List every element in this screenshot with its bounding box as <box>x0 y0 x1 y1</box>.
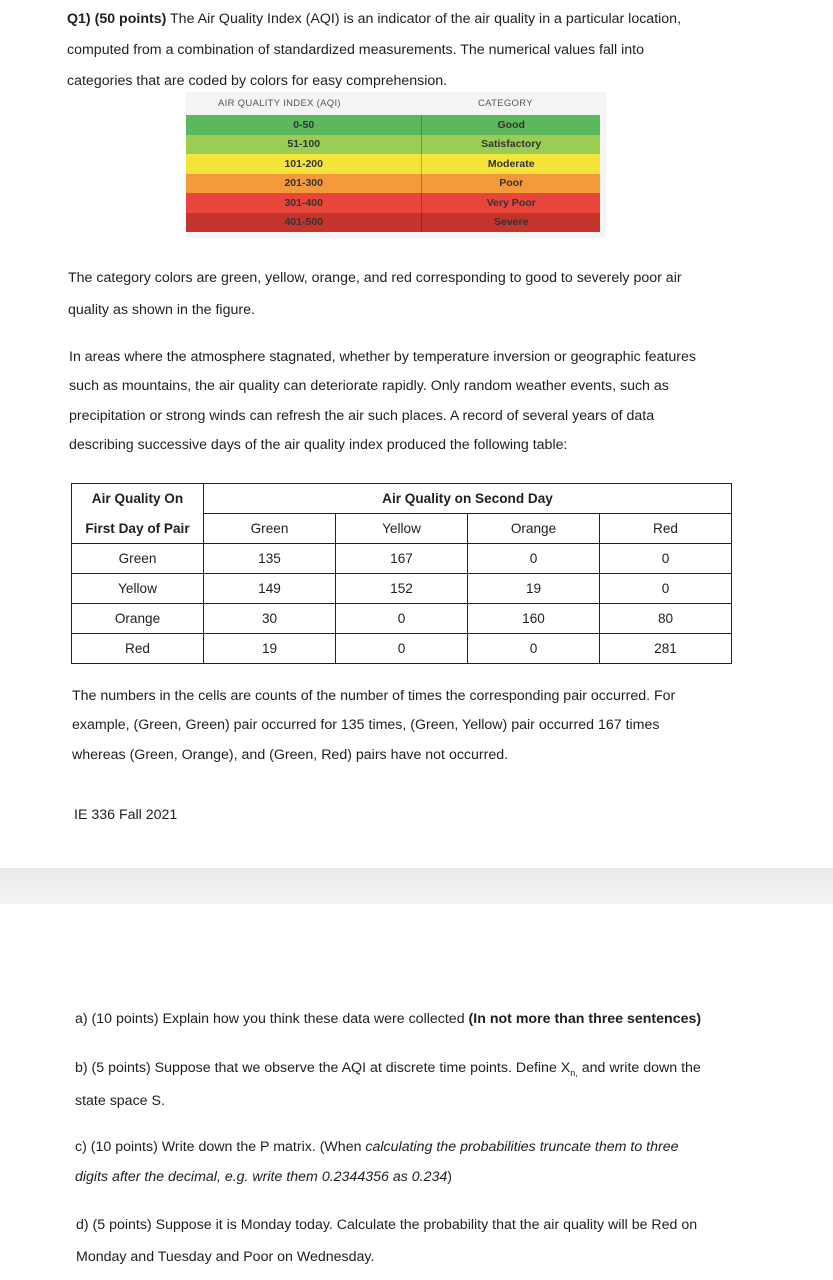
aqi-row <box>186 154 600 174</box>
aqi-category: Poor <box>421 174 600 194</box>
corner-label-2: First Day of Pair <box>72 514 204 544</box>
question-d-line-2: Monday and Tuesday and Poor on Wednesday. <box>76 1249 375 1265</box>
row-label: Red <box>72 634 204 664</box>
aqi-category: Moderate <box>421 154 600 174</box>
table-cell: 0 <box>468 544 600 574</box>
para3-line-2: such as mountains, the air quality can deteriorate rapidly. Only random weather events, such as <box>69 378 669 394</box>
column-header: Yellow <box>336 514 468 544</box>
question-d-line-1: d) (5 points) Suppose it is Monday today. Calculate the probability that the air quality will be Red on <box>76 1217 698 1233</box>
intro-line-3: categories that are coded by colors for easy comprehension. <box>67 73 448 89</box>
second-day-header: Air Quality on Second Day <box>204 484 732 514</box>
question-a: a) (10 points) Explain how you think these data were collected (In not more than three sentences) <box>75 1011 702 1027</box>
table-cell: 149 <box>204 574 336 604</box>
aqi-row <box>186 213 600 233</box>
aqi-range: 401-500 <box>284 216 323 229</box>
para3-line-3: precipitation or strong winds can refresh the air such places. A record of several years of data <box>69 408 655 424</box>
table-header-row-1 <box>72 484 732 514</box>
row-label: Green <box>72 544 204 574</box>
column-header: Red <box>600 514 732 544</box>
aqi-category: Severe <box>421 213 600 233</box>
table-cell: 19 <box>204 634 336 664</box>
table-cell: 0 <box>336 604 468 634</box>
question-c-line-1: c) (10 points) Write down the P matrix. (When calculating the probabilities truncate them to three <box>75 1139 679 1155</box>
question-b-line-1: b) (5 points) Suppose that we observe the AQI at discrete time points. Define $X_{n,}$ and write down the <box>75 1060 701 1078</box>
para4-line-3: whereas (Green, Orange), and (Green, Red) pairs have not occurred. <box>72 747 509 763</box>
aqi-category: Good <box>421 115 600 135</box>
aqi-row <box>186 193 600 213</box>
aqi-range: 101-200 <box>284 157 323 170</box>
table-header-row-2 <box>72 514 732 544</box>
aqi-range: 201-300 <box>284 177 323 190</box>
table-cell: 0 <box>336 634 468 664</box>
transition-count-table <box>71 483 732 664</box>
aqi-row <box>186 174 600 194</box>
column-header: Orange <box>468 514 600 544</box>
table-cell: 160 <box>468 604 600 634</box>
intro-line-1: Q1) (50 points) The Air Quality Index (AQI) is an indicator of the air quality in a particular location, <box>67 11 682 27</box>
para2-line-2: quality as shown in the figure. <box>68 302 255 318</box>
page-footer: IE 336 Fall 2021 <box>74 807 178 823</box>
table-cell: 80 <box>600 604 732 634</box>
table-cell: 19 <box>468 574 600 604</box>
corner-label-1: Air Quality On <box>72 484 204 514</box>
aqi-range: 301-400 <box>284 196 323 209</box>
aqi-range: 0-50 <box>293 118 315 131</box>
table-cell: 167 <box>336 544 468 574</box>
row-label: Yellow <box>72 574 204 604</box>
question-b-line-2: state space S. <box>75 1093 165 1109</box>
para3-line-4: describing successive days of the air quality index produced the following table: <box>69 437 568 453</box>
table-cell: 30 <box>204 604 336 634</box>
table-row <box>72 604 732 634</box>
aqi-figure <box>186 92 606 238</box>
para4-line-2: example, (Green, Green) pair occurred for 135 times, (Green, Yellow) pair occurred 167 times <box>72 717 660 733</box>
table-row <box>72 544 732 574</box>
question-label: Q1) (50 points) <box>67 11 167 27</box>
aqi-col2-header: CATEGORY <box>478 98 533 109</box>
aqi-category: Satisfactory <box>421 135 600 155</box>
aqi-col1-header: AIR QUALITY INDEX (AQI) <box>218 98 341 109</box>
column-header: Green <box>204 514 336 544</box>
aqi-range: 51-100 <box>287 138 321 151</box>
row-label: Orange <box>72 604 204 634</box>
para2-line-1: The category colors are green, yellow, orange, and red corresponding to good to severely poor air <box>68 270 682 286</box>
para3-line-1: In areas where the atmosphere stagnated, whether by temperature inversion or geographic features <box>69 349 696 365</box>
table-cell: 0 <box>600 544 732 574</box>
para4-line-1: The numbers in the cells are counts of the number of times the corresponding pair occurred. For <box>72 688 676 704</box>
aqi-row <box>186 115 600 135</box>
table-row <box>72 574 732 604</box>
table-cell: 152 <box>336 574 468 604</box>
table-cell: 0 <box>468 634 600 664</box>
page-separator <box>0 868 833 904</box>
table-cell: 0 <box>600 574 732 604</box>
intro-line-2: computed from a combination of standardized measurements. The numerical values fall into <box>67 42 644 58</box>
aqi-row <box>186 135 600 155</box>
table-row <box>72 634 732 664</box>
question-c-line-2: digits after the decimal, e.g. write them 0.2344356 as 0.234) <box>75 1169 452 1185</box>
aqi-category: Very Poor <box>421 193 600 213</box>
table-cell: 135 <box>204 544 336 574</box>
table-cell: 281 <box>600 634 732 664</box>
